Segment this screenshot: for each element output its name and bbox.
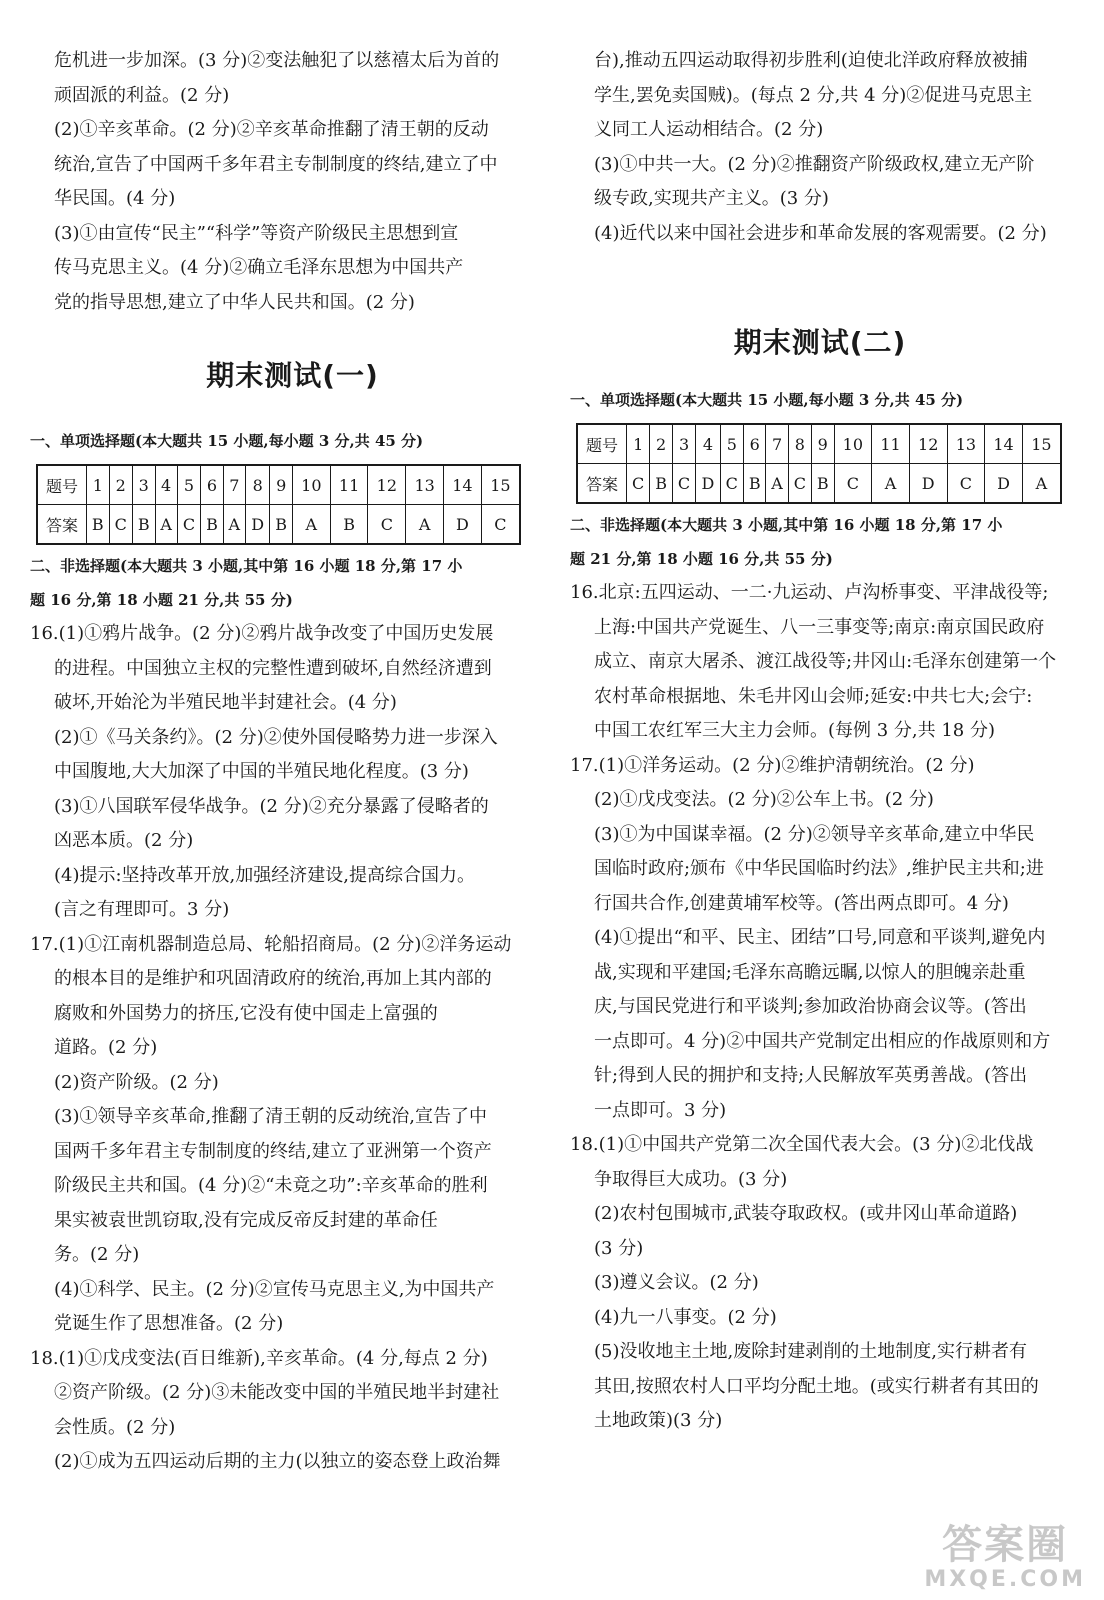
text-line: 17.(1)①江南机器制造总局、轮船招商局。(2 分)②洋务运动 (30, 933, 512, 955)
question-number-cell: 6 (201, 465, 224, 505)
text-line: (3 分) (594, 1237, 644, 1259)
text-line: (3)①八国联军侵华战争。(2 分)②充分暴露了侵略者的 (54, 795, 489, 817)
question-number-cell: 11 (330, 465, 368, 505)
answer-cell: A (872, 464, 910, 504)
answer-row (577, 464, 1061, 504)
text-line: 一点即可。3 分) (594, 1099, 727, 1121)
text-line: 18.(1)①戊戌变法(百日维新),辛亥革命。(4 分,每点 2 分) (30, 1347, 488, 1369)
answer-cell: B (330, 505, 368, 545)
text-line: 上海:中国共产党诞生、八一三事变等;南京:南京国民政府 (594, 616, 1045, 638)
text-line: (2)农村包围城市,武装夺取政权。(或井冈山革命道路) (594, 1203, 1018, 1224)
row-label: 答案 (37, 505, 87, 545)
question-number-cell: 9 (812, 424, 835, 464)
text-line: 题 16 分,第 18 小题 21 分,共 55 分) (30, 591, 293, 609)
text-line: (2)①辛亥革命。(2 分)②辛亥革命推翻了清王朝的反动 (54, 119, 489, 140)
text-line: (2)①戊戌变法。(2 分)②公车上书。(2 分) (594, 789, 934, 810)
text-line: 二、非选择题(本大题共 3 小题,其中第 16 小题 18 分,第 17 小 (570, 516, 1003, 534)
text-line: 华民国。(4 分) (54, 188, 176, 209)
question-number-cell: 14 (444, 465, 482, 505)
row-label: 答案 (577, 464, 627, 504)
answer-cell: B (743, 464, 766, 504)
text-line: (5)没收地主土地,废除封建剥削的土地制度,实行耕者有 (594, 1341, 1027, 1362)
text-line: 凶恶本质。(2 分) (54, 830, 194, 851)
watermark-url: MXQE.COM (924, 1567, 1086, 1592)
text-line: 台),推动五四运动取得初步胜利(迫使北洋政府释放被捕 (594, 50, 1028, 71)
answer-cell: C (834, 464, 872, 504)
answer-cell: B (87, 505, 110, 545)
question-number-cell: 15 (481, 465, 520, 505)
question-number-cell: 15 (1022, 424, 1061, 464)
question-number-cell: 11 (872, 424, 910, 464)
question-number-cell: 4 (696, 424, 720, 464)
answer-cell: B (201, 505, 224, 545)
text-line: (2)①成为五四运动后期的主力(以独立的姿态登上政治舞 (54, 1451, 501, 1472)
answer-cell: C (177, 505, 200, 545)
answer-cell: C (788, 464, 811, 504)
answer-cell: C (720, 464, 743, 504)
text-line: 级专政,实现共产主义。(3 分) (594, 188, 829, 209)
question-number-cell: 8 (245, 465, 269, 505)
answer-cell: C (947, 464, 985, 504)
answer-cell: B (132, 505, 155, 545)
question-number-cell: 13 (947, 424, 985, 464)
section-2-heading (570, 508, 1070, 576)
answer-cell: C (481, 505, 520, 545)
answer-cell: A (223, 505, 245, 545)
text-line: 破坏,开始沦为半殖民地半封建社会。(4 分) (54, 692, 397, 713)
text-line: 果实被袁世凯窃取,没有完成反帝反封建的革命任 (54, 1209, 438, 1231)
text-line: 16.北京:五四运动、一二·九运动、卢沟桥事变、平津战役等; (570, 582, 1049, 603)
text-line: 针;得到人民的拥护和支持;人民解放军英勇善战。(答出 (594, 1065, 1028, 1086)
text-line: 17.(1)①洋务运动。(2 分)②维护清朝统治。(2 分) (570, 754, 975, 776)
text-line: 顽固派的利益。(2 分) (54, 84, 230, 106)
answer-cell: B (270, 505, 293, 545)
left-column (30, 44, 555, 1480)
right-column (570, 44, 1070, 1439)
text-line: 一点即可。4 分)②中国共产党制定出相应的作战原则和方 (594, 1030, 1051, 1052)
text-line: (4)①科学、民主。(2 分)②宣传马克思主义,为中国共产 (54, 1278, 495, 1300)
right-top-answers (570, 44, 1070, 251)
question-number-cell: 5 (177, 465, 200, 505)
question-number-cell: 7 (766, 424, 788, 464)
text-line: 成立、南京大屠杀、渡江战役等;井冈山:毛泽东创建第一个 (594, 651, 1057, 672)
answer-cell: D (245, 505, 269, 545)
answer-cell: A (292, 505, 330, 545)
text-line: 的根本目的是维护和巩固清政府的统治,再加上其内部的 (54, 968, 492, 989)
answer-cell: D (985, 464, 1023, 504)
question-number-cell: 3 (672, 424, 695, 464)
question-number-row (37, 465, 520, 505)
text-line: 会性质。(2 分) (54, 1416, 176, 1438)
text-line: 中国腹地,大大加深了中国的半殖民地化程度。(3 分) (54, 761, 469, 782)
text-line: 统治,宣告了中国两千多年君主专制制度的终结,建立了中 (54, 153, 498, 175)
answer-cell: A (766, 464, 788, 504)
left-body-answers (30, 617, 555, 1480)
text-line: 义同工人运动相结合。(2 分) (594, 119, 824, 140)
question-number-cell: 10 (834, 424, 872, 464)
answer-cell: C (627, 464, 650, 504)
text-line: 二、非选择题(本大题共 3 小题,其中第 16 小题 18 分,第 17 小 (30, 557, 463, 575)
text-line: 争取得巨大成功。(3 分) (594, 1168, 788, 1190)
text-line: (4)①提出“和平、民主、团结”口号,同意和平谈判,避免内 (594, 927, 1046, 948)
text-line: 阶级民主共和国。(4 分)②“未竟之功”:辛亥革命的胜利 (54, 1175, 488, 1196)
text-line: (3)①中共一大。(2 分)②推翻资产阶级政权,建立无产阶 (594, 153, 1035, 175)
text-line: 国临时政府;颁布《中华民国临时约法》,维护民主共和;进 (594, 858, 1044, 879)
answer-cell: B (650, 464, 673, 504)
right-body-answers (570, 576, 1070, 1439)
text-line: (2)①《马关条约》。(2 分)②使外国侵略势力进一步深入 (54, 726, 498, 748)
answer-table-2 (576, 423, 1062, 504)
text-line: 16.(1)①鸦片战争。(2 分)②鸦片战争改变了中国历史发展 (30, 623, 494, 644)
text-line: (2)资产阶级。(2 分) (54, 1071, 219, 1093)
text-line: 行国共合作,创建黄埔军校等。(答出两点即可。4 分) (594, 892, 1009, 914)
section-2-heading (30, 549, 555, 617)
answer-cell: C (672, 464, 695, 504)
text-line: 中国工农红军三大主力会师。(每例 3 分,共 18 分) (594, 720, 996, 741)
text-line: (3)①由宣传“民主”“科学”等资产阶级民主思想到宣 (54, 222, 459, 244)
question-number-cell: 3 (132, 465, 155, 505)
text-line: (3)①为中国谋幸福。(2 分)②领导辛亥革命,建立中华民 (594, 823, 1035, 845)
text-line: 18.(1)①中国共产党第二次全国代表大会。(3 分)②北伐战 (570, 1134, 1034, 1155)
question-number-cell: 1 (627, 424, 650, 464)
question-number-cell: 12 (909, 424, 947, 464)
text-line: 其田,按照农村人口平均分配土地。(或实行耕者有其田的 (594, 1375, 1039, 1397)
exam-title-1: 期末测试(一) (206, 359, 379, 392)
text-line: 务。(2 分) (54, 1244, 140, 1265)
text-line: 的进程。中国独立主权的完整性遭到破坏,自然经济遭到 (54, 657, 492, 679)
question-number-cell: 1 (87, 465, 110, 505)
text-line: 土地政策)(3 分) (594, 1410, 723, 1431)
question-number-cell: 12 (368, 465, 406, 505)
question-number-cell: 9 (270, 465, 293, 505)
text-line: 党的指导思想,建立了中华人民共和国。(2 分) (54, 291, 415, 313)
question-number-cell: 14 (985, 424, 1023, 464)
watermark-text: 答案圈 (942, 1522, 1069, 1568)
answer-cell: D (696, 464, 720, 504)
text-line: (3)①领导辛亥革命,推翻了清王朝的反动统治,宣告了中 (54, 1106, 487, 1127)
answer-cell: D (444, 505, 482, 545)
question-number-cell: 13 (406, 465, 444, 505)
text-line: 战,实现和平建国;毛泽东高瞻远瞩,以惊人的胆魄亲赴重 (594, 961, 1026, 983)
text-line: 国两千多年君主专制制度的终结,建立了亚洲第一个资产 (54, 1140, 492, 1162)
answer-cell: C (368, 505, 406, 545)
row-label: 题号 (577, 424, 627, 464)
text-line: 农村革命根据地、朱毛井冈山会师;延安:中共七大;会宁: (594, 685, 1033, 707)
answer-cell: B (812, 464, 835, 504)
text-line: 题 21 分,第 18 小题 16 分,共 55 分) (570, 550, 833, 568)
row-label: 题号 (37, 465, 87, 505)
text-line: 党诞生作了思想准备。(2 分) (54, 1313, 284, 1334)
text-line: 道路。(2 分) (54, 1037, 158, 1058)
answer-cell: C (109, 505, 132, 545)
answer-cell: D (909, 464, 947, 504)
section-1-heading: 一、单项选择题(本大题共 15 小题,每小题 3 分,共 45 分) (570, 391, 964, 409)
exam-title-2: 期末测试(二) (733, 326, 907, 359)
text-line: 传马克思主义。(4 分)②确立毛泽东思想为中国共产 (54, 257, 464, 278)
answer-cell: A (155, 505, 177, 545)
question-number-cell: 5 (720, 424, 743, 464)
question-number-cell: 10 (292, 465, 330, 505)
text-line: (言之有理即可。3 分) (54, 899, 230, 920)
text-line: (4)近代以来中国社会进步和革命发展的客观需要。(2 分) (594, 222, 1047, 244)
answer-cell: A (406, 505, 444, 545)
question-number-cell: 6 (743, 424, 766, 464)
watermark-logo (924, 1523, 1086, 1592)
question-number-cell: 2 (109, 465, 132, 505)
section-1-heading: 一、单项选择题(本大题共 15 小题,每小题 3 分,共 45 分) (30, 432, 424, 450)
question-number-cell: 7 (223, 465, 245, 505)
answer-cell: A (1022, 464, 1061, 504)
text-line: 庆,与国民党进行和平谈判;参加政治协商会议等。(答出 (594, 996, 1027, 1017)
text-line: 腐败和外国势力的挤压,它没有使中国走上富强的 (54, 1002, 438, 1024)
left-top-answers (30, 44, 555, 320)
text-line: (4)九一八事变。(2 分) (594, 1306, 777, 1328)
answer-table-1 (36, 464, 521, 545)
question-number-cell: 4 (155, 465, 177, 505)
text-line: (3)遵义会议。(2 分) (594, 1272, 759, 1293)
question-number-row (577, 424, 1061, 464)
text-line: (4)提示:坚持改革开放,加强经济建设,提高综合国力。 (54, 864, 476, 886)
question-number-cell: 2 (650, 424, 673, 464)
text-line: ②资产阶级。(2 分)③未能改变中国的半殖民地半封建社 (54, 1382, 500, 1403)
text-line: 危机进一步加深。(3 分)②变法触犯了以慈禧太后为首的 (54, 50, 500, 71)
answer-row (37, 505, 520, 545)
question-number-cell: 8 (788, 424, 811, 464)
text-line: 学生,罢免卖国贼)。(每点 2 分,共 4 分)②促进马克思主 (594, 84, 1033, 106)
